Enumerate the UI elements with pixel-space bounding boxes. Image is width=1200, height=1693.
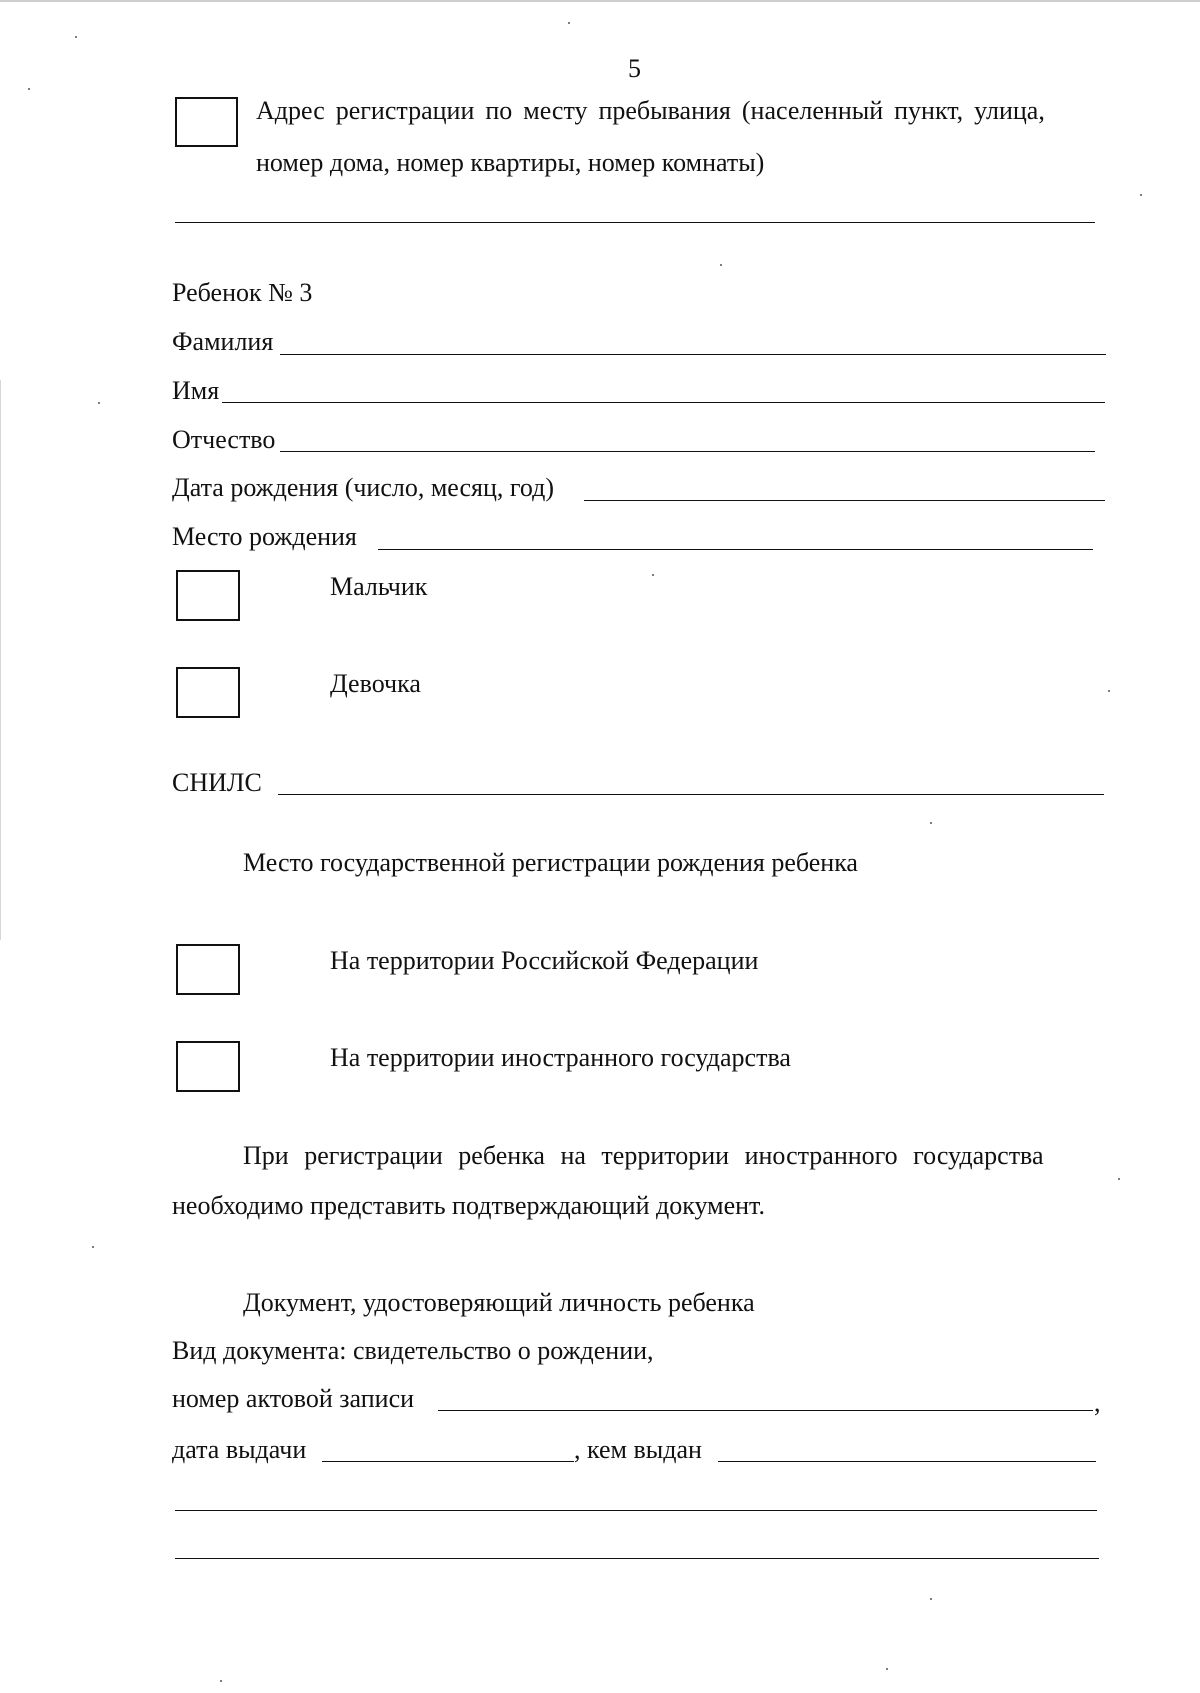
birth-place-label: Место рождения bbox=[172, 522, 357, 551]
scan-speck bbox=[220, 1680, 222, 1682]
rf-territory-label: На территории Российской Федерации bbox=[330, 946, 759, 975]
scan-speck bbox=[1140, 194, 1142, 196]
issue-date-input-line[interactable] bbox=[322, 1461, 574, 1462]
foreign-territory-checkbox[interactable] bbox=[176, 1041, 240, 1092]
scan-speck bbox=[568, 22, 570, 24]
patronymic-input-line[interactable] bbox=[280, 451, 1095, 452]
issued-by-label: , кем выдан bbox=[574, 1435, 702, 1464]
record-number-input-line[interactable] bbox=[438, 1410, 1093, 1411]
issued-by-extra-line-1[interactable] bbox=[175, 1510, 1097, 1511]
record-number-suffix: , bbox=[1094, 1388, 1101, 1417]
issued-by-extra-line-2[interactable] bbox=[175, 1558, 1099, 1559]
scan-speck bbox=[930, 1598, 932, 1600]
surname-input-line[interactable] bbox=[280, 354, 1106, 355]
issued-by-input-line[interactable] bbox=[718, 1461, 1096, 1462]
scan-speck bbox=[92, 1246, 94, 1248]
scan-speck bbox=[98, 402, 100, 404]
document-heading: Документ, удостоверяющий личность ребенка bbox=[243, 1288, 755, 1317]
foreign-territory-label: На территории иностранного государства bbox=[330, 1043, 791, 1072]
rf-territory-checkbox[interactable] bbox=[176, 944, 240, 995]
scan-speck bbox=[28, 88, 30, 90]
page-number: 5 bbox=[628, 54, 641, 83]
document-type-label: Вид документа: свидетельство о рождении, bbox=[172, 1336, 654, 1365]
registration-note-line2: необходимо представить подтверждающий документ. bbox=[172, 1191, 765, 1220]
record-number-label: номер актовой записи bbox=[172, 1384, 415, 1413]
address-label-line1: Адрес регистрации по месту пребывания (населенный пункт, улица, bbox=[256, 96, 1045, 125]
address-input-line[interactable] bbox=[175, 222, 1095, 223]
address-checkbox[interactable] bbox=[175, 97, 238, 147]
girl-label: Девочка bbox=[330, 669, 421, 698]
address-label-line2: номер дома, номер квартиры, номер комнаты) bbox=[256, 148, 765, 177]
boy-checkbox[interactable] bbox=[176, 570, 240, 621]
registration-note-line1: При регистрации ребенка на территории иностранного государства bbox=[243, 1141, 1044, 1170]
snils-input-line[interactable] bbox=[278, 794, 1104, 795]
registration-heading: Место государственной регистрации рождения ребенка bbox=[243, 848, 858, 877]
scan-speck bbox=[886, 1668, 888, 1670]
patronymic-label: Отчество bbox=[172, 425, 276, 454]
girl-checkbox[interactable] bbox=[176, 667, 240, 718]
boy-label: Мальчик bbox=[330, 572, 428, 601]
snils-label: СНИЛС bbox=[172, 768, 262, 797]
issue-date-label: дата выдачи bbox=[172, 1435, 307, 1464]
birth-date-label: Дата рождения (число, месяц, год) bbox=[172, 473, 555, 502]
name-label: Имя bbox=[172, 376, 220, 405]
scan-speck bbox=[652, 574, 654, 576]
scan-left-edge bbox=[0, 380, 1, 940]
name-input-line[interactable] bbox=[222, 402, 1105, 403]
scan-speck bbox=[1118, 1178, 1120, 1180]
scan-top-edge bbox=[0, 0, 1200, 2]
birth-place-input-line[interactable] bbox=[378, 549, 1093, 550]
birth-date-input-line[interactable] bbox=[584, 500, 1105, 501]
scan-speck bbox=[930, 822, 932, 824]
child-heading: Ребенок № 3 bbox=[172, 278, 313, 307]
scan-speck bbox=[75, 36, 77, 38]
scan-speck bbox=[1108, 690, 1110, 692]
scan-speck bbox=[720, 264, 722, 266]
surname-label: Фамилия bbox=[172, 327, 274, 356]
